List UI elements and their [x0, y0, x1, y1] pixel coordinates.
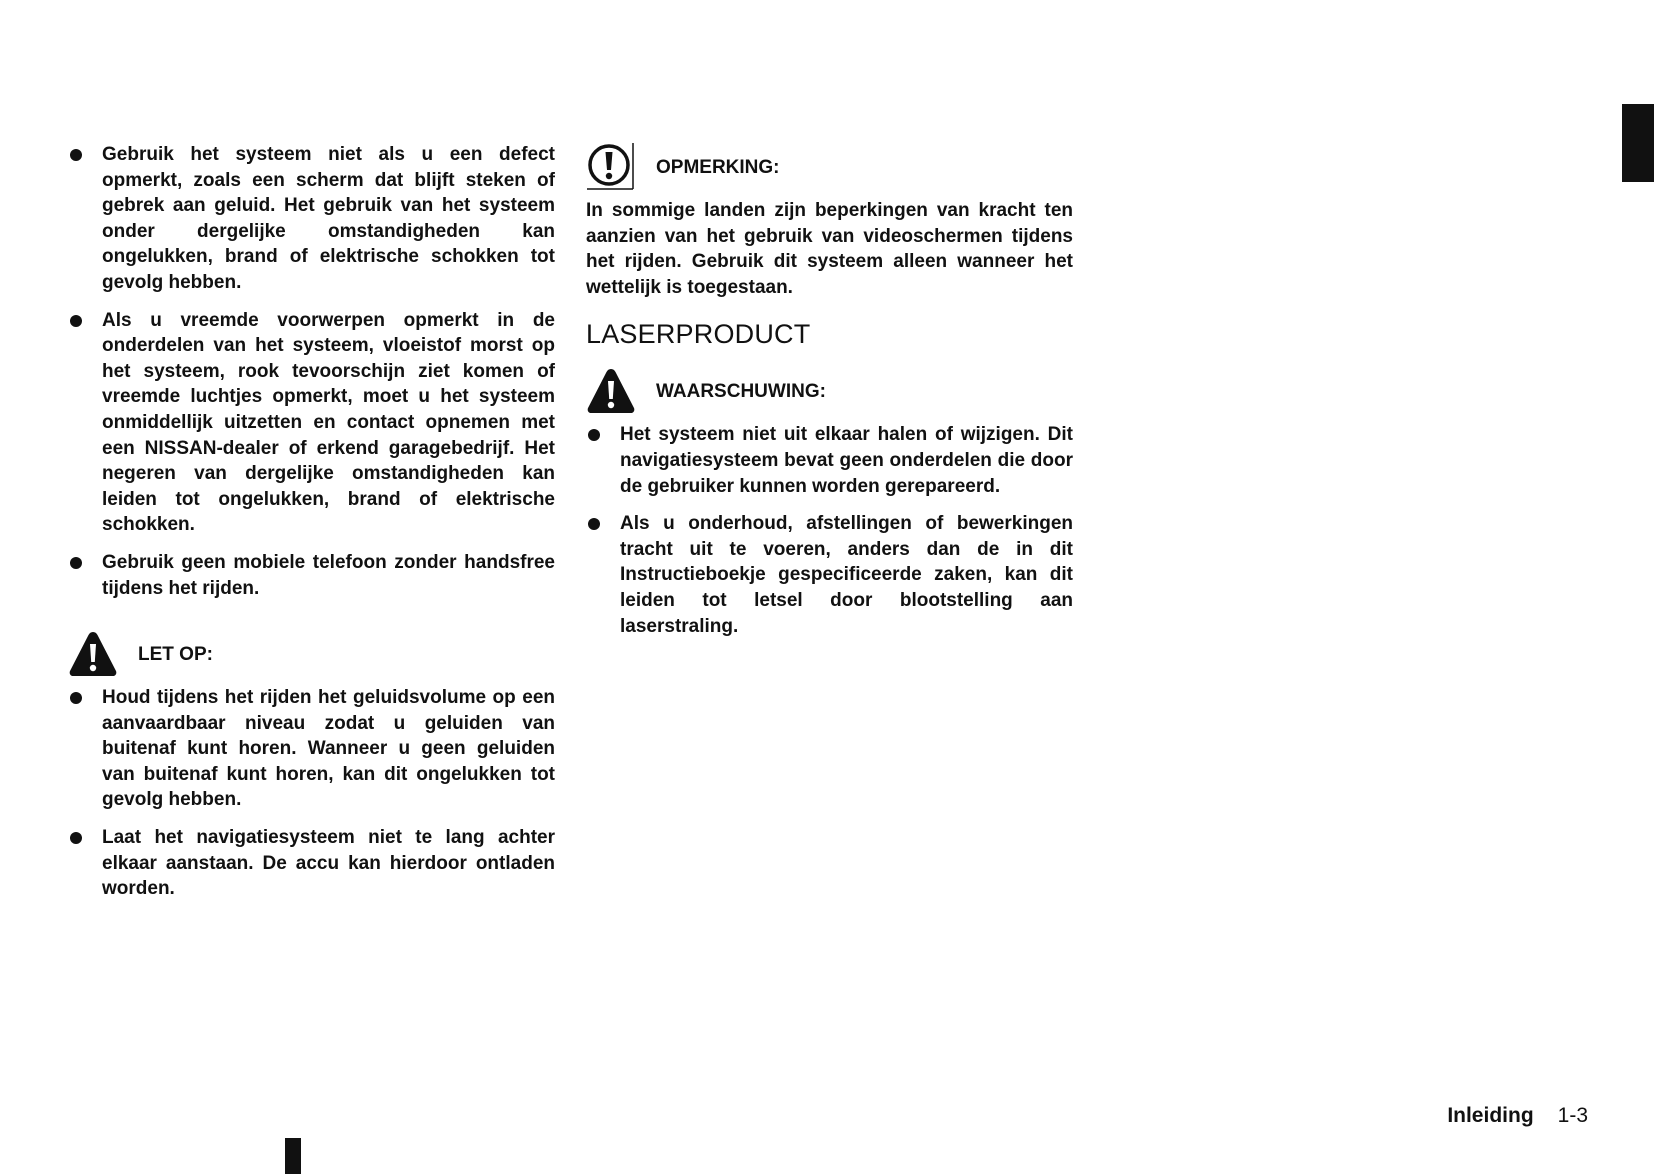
bullet-text: Als u onderhoud, afstellingen of bewerkingen tracht uit te voeren, anders dan de in dit Instructieboekje gespecificeerde zaken, kan dit leiden tot letsel door blootstelling aan laserstraling.	[620, 513, 1073, 637]
right-column	[586, 140, 1073, 651]
bullet-icon	[70, 557, 82, 569]
list-item	[68, 550, 555, 601]
list-item	[68, 308, 555, 538]
footer-section-name: Inleiding	[1447, 1104, 1534, 1127]
bullet-icon	[70, 692, 82, 704]
bullet-text: Het systeem niet uit elkaar halen of wijzigen. Dit navigatiesysteem bevat geen onderdelen die door de gebruiker kunnen worden gerepareerd.	[620, 424, 1073, 497]
list-item	[68, 825, 555, 902]
page-footer	[1447, 1102, 1588, 1130]
note-label: OPMERKING:	[656, 156, 780, 178]
bullet-icon	[70, 832, 82, 844]
bullet-text: Gebruik geen mobiele telefoon zonder handsfree tijdens het rijden.	[102, 551, 555, 599]
bullet-icon	[70, 149, 82, 161]
list-item	[586, 511, 1073, 639]
bullet-text: Als u vreemde voorwerpen opmerkt in de onderdelen van het systeem, vloeistof morst op het systeem, rook tevoorschijn ziet komen of vreemde luchtjes opmerkt, moet u het systeem onmiddellijk uitzetten en contact opnemen met een NISSAN-dealer of erkend garagebedrijf. Het negeren van dergelijke omstandigheden kan leiden tot ongelukken, brand of elektrische schokken.	[102, 309, 555, 536]
bullet-text: Houd tijdens het rijden het geluidsvolume op een aanvaardbaar niveau zodat u geluiden van buitenaf kunt horen. Wanneer u geen geluiden van buitenaf kunt horen, kan dit ongelukken tot gevolg hebben.	[102, 687, 555, 811]
note-exclamation-icon	[586, 142, 636, 192]
caution-heading	[68, 627, 555, 681]
warning-triangle-icon	[586, 366, 636, 416]
list-item	[586, 422, 1073, 499]
list-item	[68, 685, 555, 813]
list-item	[68, 142, 555, 296]
note-heading	[586, 140, 1073, 194]
bullet-icon	[70, 315, 82, 327]
crop-mark	[285, 1138, 301, 1174]
warning-label: WAARSCHUWING:	[656, 380, 826, 402]
left-column	[68, 142, 555, 914]
page-number: 1-3	[1557, 1104, 1588, 1127]
chapter-tab-marker	[1622, 104, 1654, 182]
bullet-text: Laat het navigatiesysteem niet te lang achter elkaar aanstaan. De accu kan hierdoor ontladen worden.	[102, 827, 555, 900]
bullet-icon	[588, 518, 600, 530]
intro-bullet-list	[68, 142, 555, 601]
note-text: In sommige landen zijn beperkingen van kracht ten aanzien van het gebruik van videoschermen tijdens het rijden. Gebruik dit systeem alleen wanneer het wettelijk is toegestaan.	[586, 200, 1073, 298]
warning-bullet-list	[586, 422, 1073, 639]
caution-label: LET OP:	[138, 643, 213, 665]
bullet-text: Gebruik het systeem niet als u een defect opmerkt, zoals een scherm dat blijft steken of gebrek aan geluid. Het gebruik van het systeem onder dergelijke omstandigheden kan ongelukken, brand of elektrische schokken tot gevolg hebben.	[102, 144, 555, 293]
warning-triangle-icon	[68, 629, 118, 679]
warning-heading	[586, 364, 1073, 418]
bullet-icon	[588, 429, 600, 441]
caution-bullet-list	[68, 685, 555, 902]
section-title: LASERPRODUCT	[586, 319, 811, 350]
